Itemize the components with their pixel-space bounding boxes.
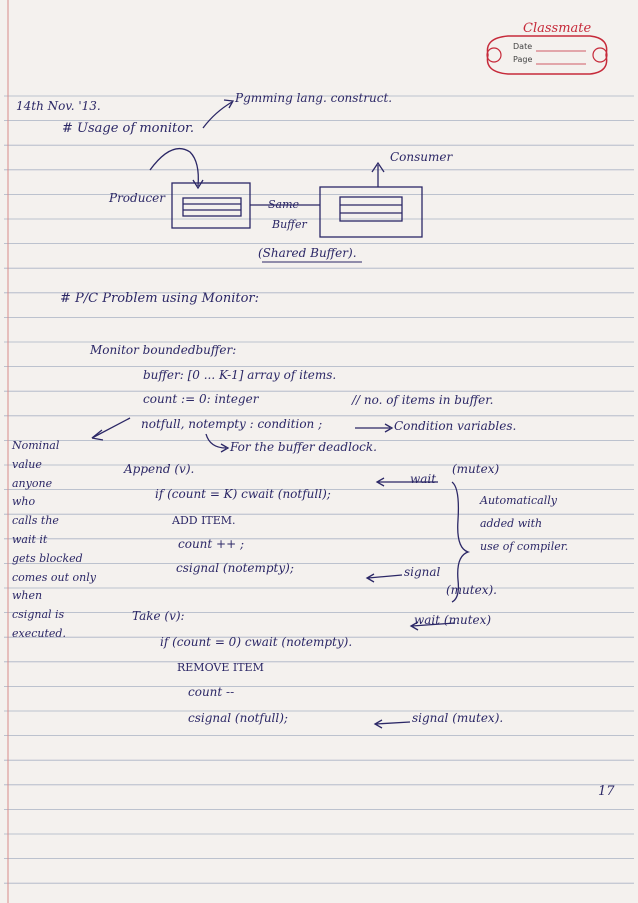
margin-note-line: when: [12, 589, 43, 603]
compiler-note-line: Automatically: [480, 494, 557, 507]
programming-construct-note: Pgmming lang. construct.: [235, 91, 393, 105]
condition-variables-note: Condition variables.: [394, 419, 517, 433]
count-declaration: count := 0: integer: [143, 392, 259, 406]
signal-mutex-label: signal (mutex).: [412, 711, 504, 725]
page-label: Page: [513, 55, 533, 64]
condition-declaration: notfull, notempty : condition ;: [141, 417, 323, 431]
count-comment: // no. of items in buffer.: [352, 393, 494, 407]
margin-note-line: wait it: [12, 533, 48, 546]
csignal-notfull-line: csignal (notfull);: [188, 711, 288, 725]
compiler-note-line: added with: [480, 517, 543, 530]
margin-note-line: value: [12, 457, 42, 471]
buffer-label: Buffer: [272, 218, 307, 231]
note-date: 14th Nov. '13.: [16, 99, 101, 113]
signal-label: signal: [404, 565, 441, 579]
same-label: Same: [268, 198, 300, 211]
date-label: Date: [513, 42, 533, 51]
compiler-note-line: use of compiler.: [480, 540, 569, 553]
take-if-line: if (count = 0) cwait (notempty).: [160, 635, 353, 649]
margin-note-line: calls the: [12, 514, 59, 528]
producer-label: Producer: [109, 191, 166, 205]
wait-label: wait: [410, 472, 437, 486]
remove-item-line: REMOVE ITEM: [177, 661, 264, 674]
margin-note-line: comes out only: [12, 570, 96, 584]
buffer-declaration: buffer: [0 ... K-1] array of items.: [143, 368, 337, 382]
csignal-notempty-line: csignal (notempty);: [176, 561, 294, 575]
append-if-line: if (count = K) cwait (notfull);: [155, 487, 331, 501]
monitor-declaration: Monitor boundedbuffer:: [90, 343, 237, 357]
mutex-label-2: (mutex).: [446, 583, 497, 597]
margin-note-line: who: [12, 495, 36, 509]
shared-buffer-label: (Shared Buffer).: [258, 246, 357, 260]
brand-logo: Classmate: [523, 21, 592, 36]
count-increment-line: count ++ ;: [178, 537, 245, 551]
page-number-mark: 17: [598, 784, 615, 799]
margin-note-line: Nominal: [12, 439, 60, 452]
margin-note-line: gets blocked: [12, 551, 83, 565]
margin-note-line: csignal is: [12, 608, 65, 622]
mutex-label-1: (mutex): [452, 462, 500, 476]
margin-note-line: executed.: [12, 627, 66, 640]
take-procedure: Take (v):: [132, 609, 185, 623]
deadlock-note: For the buffer deadlock.: [230, 440, 377, 454]
wait-mutex-label: wait (mutex): [414, 613, 492, 627]
heading-usage-of-monitor: # Usage of monitor.: [62, 121, 194, 136]
margin-note-line: anyone: [12, 476, 53, 490]
heading-pc-problem: # P/C Problem using Monitor:: [60, 291, 259, 306]
consumer-label: Consumer: [390, 150, 453, 164]
add-item-line: ADD ITEM.: [172, 514, 236, 527]
count-decrement-line: count --: [188, 685, 235, 699]
append-procedure: Append (v).: [124, 462, 195, 476]
